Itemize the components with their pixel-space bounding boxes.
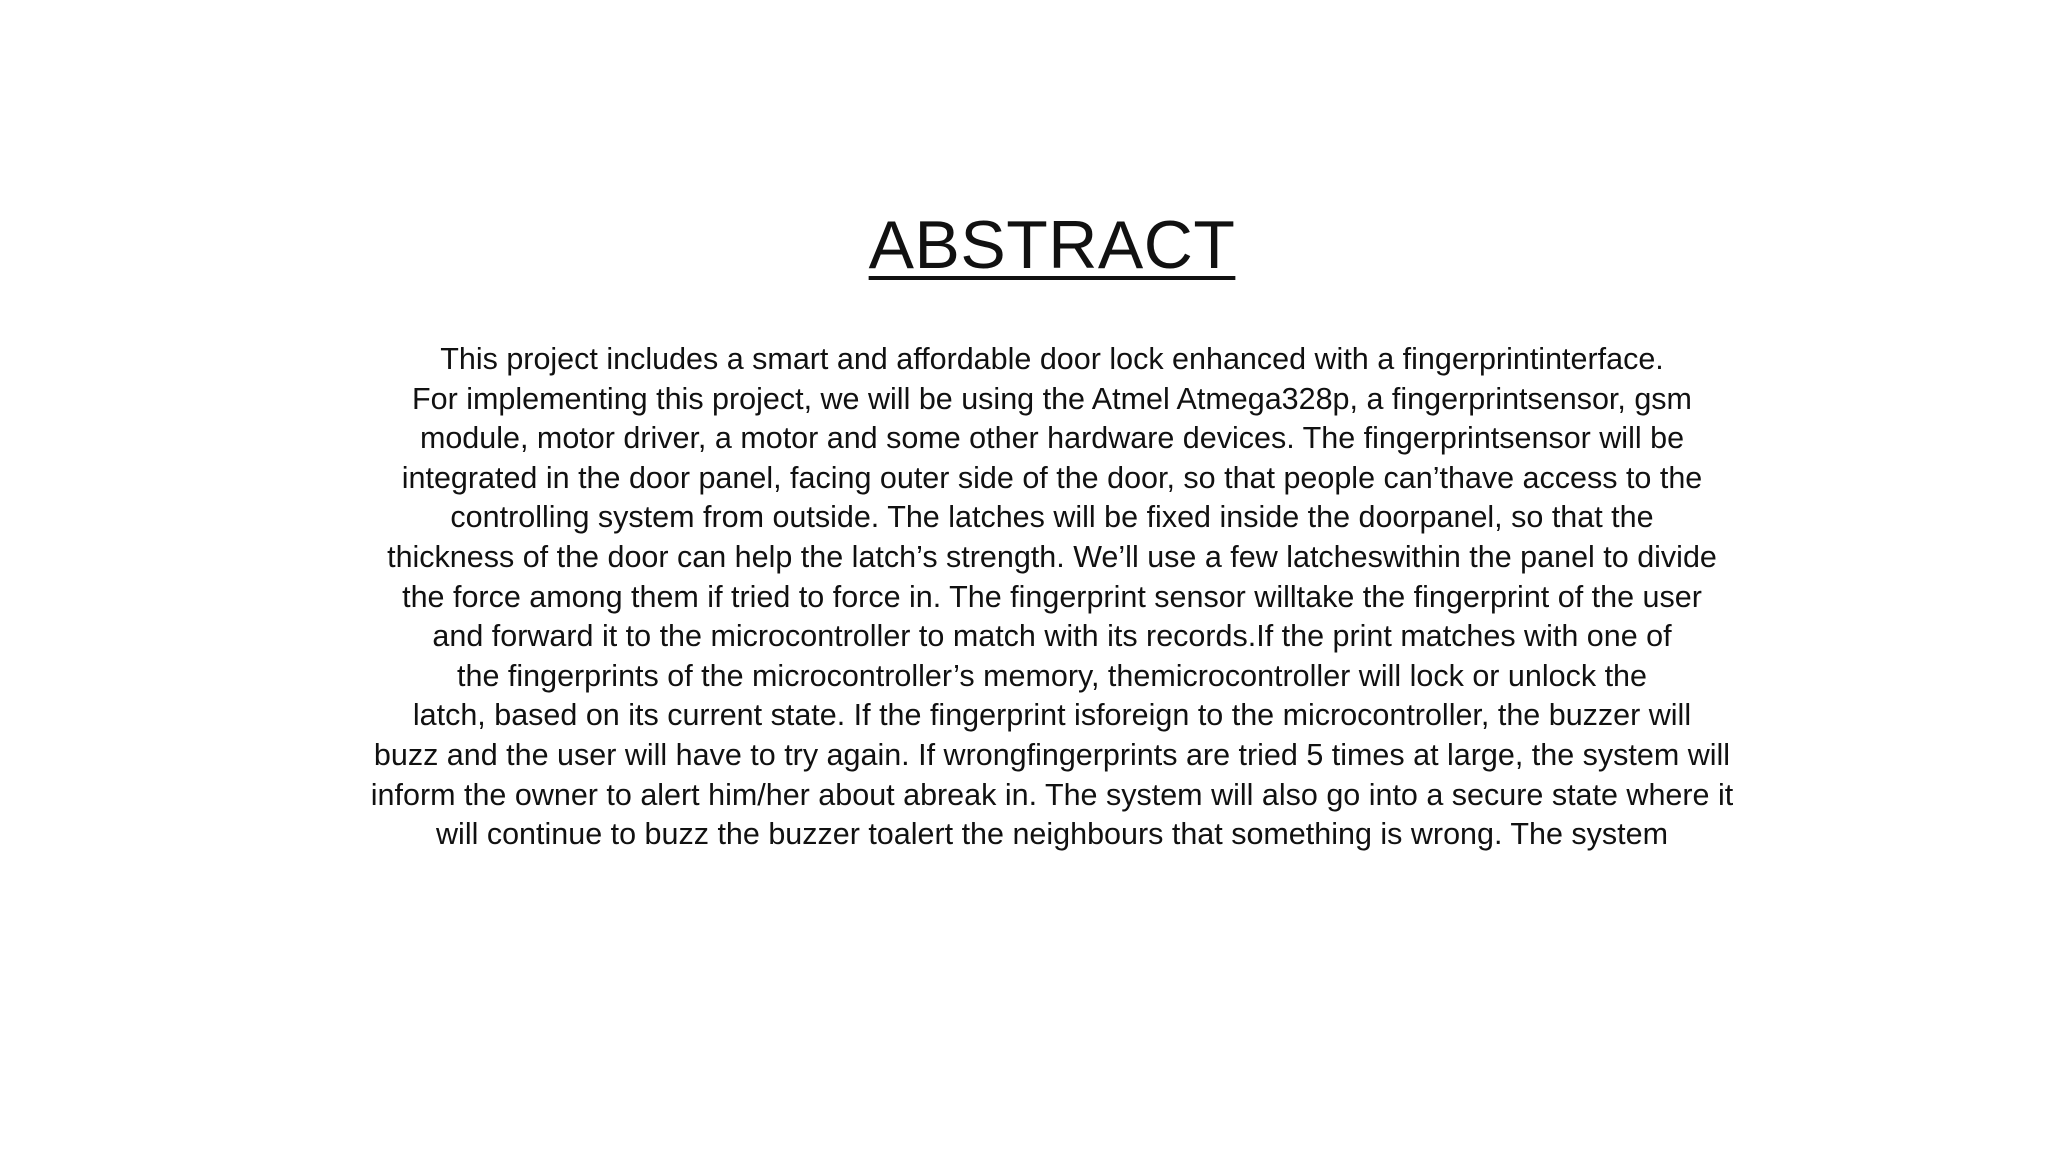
abstract-line: inform the owner to alert him/her about abreak in. The system will also go into a secure state where it	[370, 777, 1734, 812]
abstract-line: For implementing this project, we will be using the Atmel Atmega328p, a fingerprintsensor, gsm	[412, 381, 1692, 416]
abstract-body	[262, 340, 1842, 855]
abstract-line: This project includes a smart and affordable door lock enhanced with a fingerprintinterface.	[440, 342, 1664, 376]
abstract-line: the fingerprints of the microcontroller’s memory, themicrocontroller will lock or unlock the	[457, 658, 1647, 693]
abstract-line: will continue to buzz the buzzer toalert the neighbours that something is wrong. The system	[436, 817, 1668, 852]
abstract-line: and forward it to the microcontroller to match with its records.If the print matches with one of	[432, 619, 1672, 654]
abstract-line: thickness of the door can help the latch’s strength. We’ll use a few latcheswithin the panel to divide	[387, 539, 1717, 574]
abstract-line: buzz and the user will have to try again. If wrongfingerprints are tried 5 times at large, the system will	[373, 737, 1731, 772]
abstract-line: controlling system from outside. The latches will be fixed inside the doorpanel, so that the	[450, 500, 1654, 535]
abstract-line: integrated in the door panel, facing outer side of the door, so that people can’thave access to the	[401, 460, 1703, 495]
abstract-line: module, motor driver, a motor and some other hardware devices. The fingerprintsensor will be	[419, 421, 1685, 456]
abstract-line: latch, based on its current state. If the fingerprint isforeign to the microcontroller, the buzzer will	[412, 698, 1692, 733]
slide-title	[0, 205, 2048, 285]
abstract-line: the force among them if tried to force in. The fingerprint sensor willtake the fingerprint of the user	[402, 579, 1702, 614]
slide-title-text: ABSTRACT	[868, 207, 1236, 283]
